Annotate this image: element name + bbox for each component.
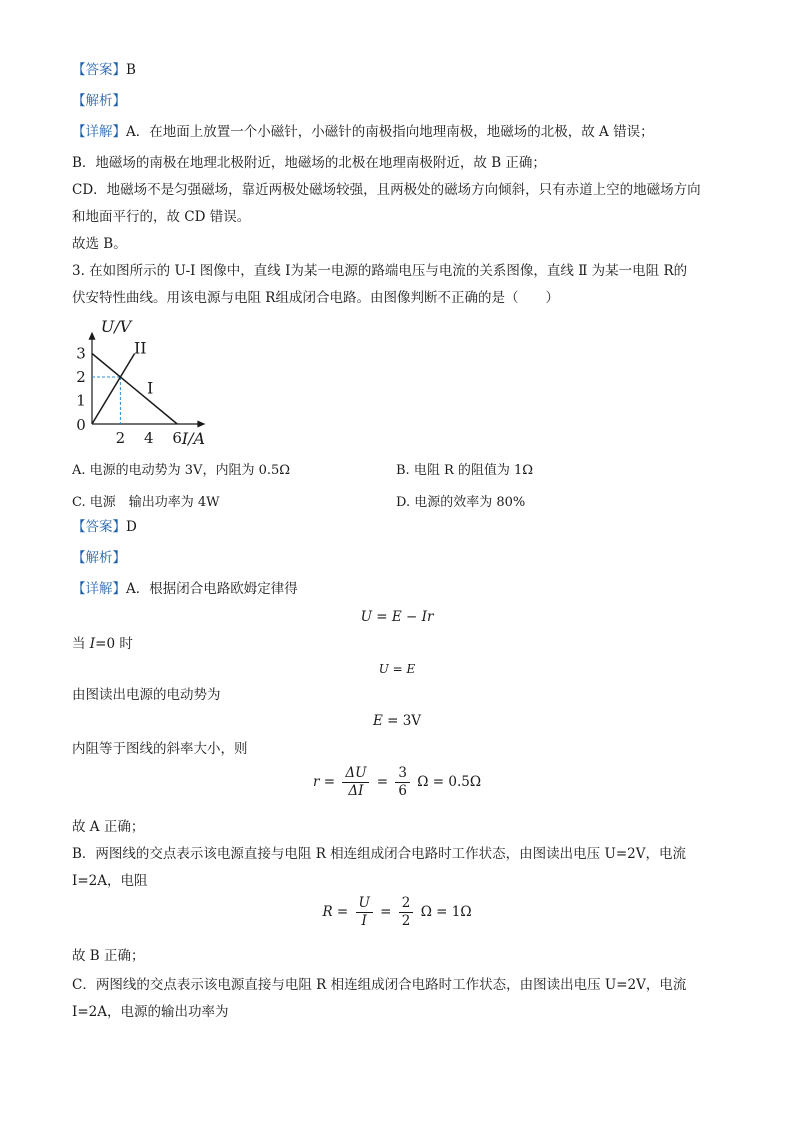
b-line-1: B．两图线的交点表示该电源直接与电阻 R 相连组成闭合电路时工作状态，由图读出电压 U=2V，电流 (72, 846, 686, 862)
eq5-lhs: R = (322, 904, 353, 920)
detail-line-3: CD．地磁场不是匀强磁场，靠近两极处磁场较强，且两极处的磁场方向倾斜，只有赤道上空的地磁场方向 (72, 182, 701, 198)
origin-label: 0 (76, 416, 86, 434)
y-axis-label: U/V (100, 317, 132, 336)
answer-tag: 【答案】 (72, 62, 126, 78)
series-label-ii: II (133, 338, 147, 358)
equation-1: U = E − Ir (360, 609, 434, 625)
option-b: B. 电阻 R 的阻值为 1Ω (396, 463, 534, 478)
detail3-tag: 【详解】 (72, 581, 126, 597)
question-line-1: 3. 在如图所示的 U-I 图像中，直线 Ⅰ为某一电源的路端电压与电流的关系图像，直线 Ⅱ 为某一电阻 R的 (72, 263, 688, 279)
x-axis-label: I/A (181, 429, 206, 448)
y-tick-label: 2 (76, 368, 86, 386)
answer3-value: D (126, 519, 137, 535)
eq4-fraction-2: $\frac{3}{6}$ (395, 765, 410, 800)
slope-line: 内阻等于图线的斜率大小，则 (72, 741, 248, 757)
b-conclusion: 故 B 正确； (72, 948, 145, 964)
analysis-tag: 【解析】 (72, 93, 126, 109)
option-a: A. 电源的电动势为 3V，内阻为 0.5Ω (72, 463, 291, 478)
when-var: I (89, 636, 96, 652)
eq5-tail: Ω = 1Ω (420, 904, 472, 920)
x-axis-arrow (197, 421, 205, 428)
equation-4: r = $\frac{\Delta U}{\Delta I}$ = $\frac{3}{6}$ Ω = 0.5Ω (312, 765, 482, 799)
equation-3 (0, 711, 794, 731)
detail-tag: 【详解】 (72, 124, 126, 140)
c-line-1: C．两图线的交点表示该电源直接与电阻 R 相连组成闭合电路时工作状态，由图读出电压 U=2V，电流 (72, 977, 687, 993)
y-tick-label: 1 (76, 391, 86, 410)
answer3-tag: 【答案】 (72, 519, 126, 535)
answer-value: B (126, 62, 136, 78)
detail3-a-intro: A．根据闭合电路欧姆定律得 (126, 581, 298, 597)
x-tick-label: 2 (115, 429, 126, 447)
series-line-i (92, 354, 177, 425)
emf-line: 由图读出电源的电动势为 (72, 687, 221, 703)
y-tick-label: 3 (76, 344, 86, 363)
question-line-2: 伏安特性曲线。用该电源与电阻 R组成闭合电路。由图像判断不正确的是（ ） (72, 290, 559, 306)
when-line (72, 635, 133, 653)
eq5-fraction-1: $\frac{U}{I}$ (356, 895, 373, 930)
a-conclusion: 故 A 正确； (72, 819, 145, 835)
answer-line (72, 61, 136, 79)
detail-line-1 (72, 123, 654, 141)
eq4-lhs: r = (312, 774, 340, 790)
x-tick-label: 6 (172, 429, 182, 447)
b-line-2: I=2A，电阻 (72, 873, 148, 889)
detail-line-4: 和地面平行的，故 CD 错误。 (72, 209, 251, 225)
detail-line-5: 故选 B。 (72, 236, 127, 252)
detail3-line-a (72, 580, 298, 598)
x-tick-label: 4 (144, 429, 154, 447)
equation-5: R = $\frac{U}{I}$ = $\frac{2}{2}$ Ω = 1Ω (322, 895, 472, 929)
analysis3-tag: 【解析】 (72, 550, 126, 566)
c-line-2: I=2A，电源的输出功率为 (72, 1004, 229, 1020)
eq4-tail: Ω = 0.5Ω (417, 774, 482, 790)
when-prefix: 当 (72, 636, 90, 652)
option-c: C. 电源 输出功率为 4W (72, 495, 220, 510)
answer3-line (72, 518, 137, 536)
option-d: D. 电源的效率为 80% (396, 495, 526, 510)
eq3-lhs: E (372, 713, 383, 729)
u-i-chart (70, 314, 230, 452)
y-axis-arrow (89, 332, 96, 340)
eq4-fraction-1: $\frac{\Delta U}{\Delta I}$ (342, 765, 369, 800)
detail-line-2: B．地磁场的南极在地理北极附近，地磁场的北极在地理南极附近，故 B 正确； (72, 155, 546, 171)
eq5-fraction-2: $\frac{2}{2}$ (399, 895, 414, 930)
detail-text: A．在地面上放置一个小磁针，小磁针的南极指向地理南极，地磁场的北极，故 A 错误； (126, 124, 654, 140)
eq3-rhs: = 3V (382, 713, 422, 729)
series-line-ii (92, 354, 135, 425)
when-suffix: =0 时 (95, 636, 133, 652)
series-label-i: I (147, 378, 154, 398)
equation-2: U = E (378, 662, 416, 676)
